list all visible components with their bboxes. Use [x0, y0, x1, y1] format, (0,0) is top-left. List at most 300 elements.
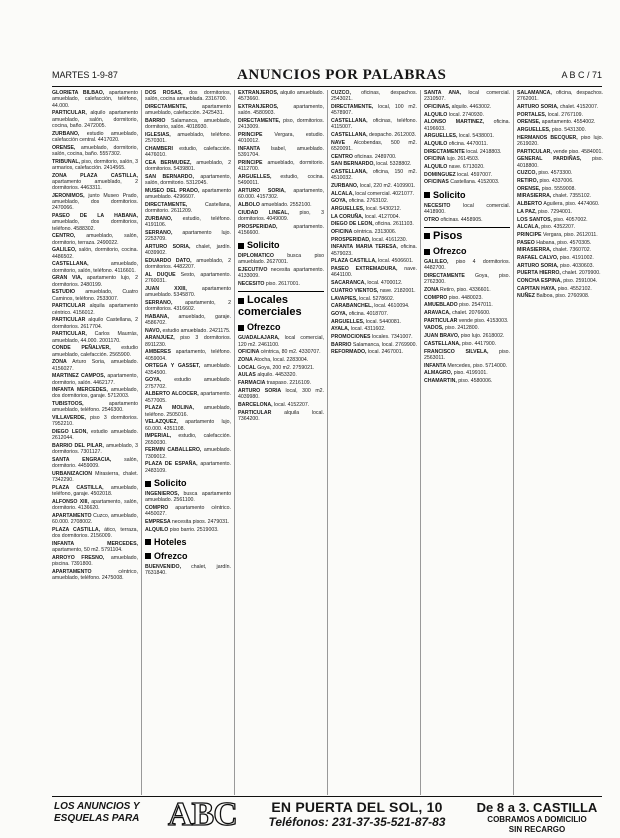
classified-ad — [331, 221, 417, 227]
ad-lead-word: CONCHA ESPINA, — [517, 278, 564, 285]
ad-body: oficinas. 4458905. — [440, 216, 483, 223]
ad-lead-word: CHAMARTIN, — [424, 377, 459, 384]
ad-body: local comercial, 120 m2. 2461100. — [238, 335, 324, 348]
ad-lead-word: PUERTA HIERRO, — [517, 270, 563, 277]
classified-ad — [145, 328, 231, 334]
ad-lead-word: NAVE — [331, 139, 354, 146]
ad-lead-word: JERONIMOS, — [52, 192, 89, 199]
ad-lead-word: TUBISTOOS, — [52, 401, 109, 408]
ad-body: apartamento, dormitorio, salón. 4462177. — [52, 373, 138, 386]
ad-lead-word: CASTELLANA, — [331, 131, 370, 138]
ad-body: Habana, piso. 4570305. — [536, 239, 592, 246]
ad-body: céntrico, amueblado, teléfono. 2475008. — [52, 568, 138, 582]
classified-ad — [145, 258, 231, 271]
ad-body: dos dormitorios, salón, cocina amueblada. 2316700. — [145, 90, 231, 103]
section-heading-text: Solicito — [154, 477, 187, 488]
classified-ad — [517, 135, 603, 148]
ad-body: necesita pisos. 2479031. — [171, 518, 230, 525]
footer-right-line3: SIN RECARGO — [508, 825, 566, 834]
ad-body: necesita apartamento. 4133009. — [238, 267, 324, 280]
ad-lead-word: FRANCISCO SILVELA, — [424, 348, 500, 355]
ad-body: estudio amueblado. 2757702. — [145, 377, 231, 390]
ad-body: piso. 5431300. — [551, 127, 586, 134]
classified-ad — [145, 377, 231, 390]
ad-lead-word: ALCALA, — [331, 190, 356, 197]
ad-lead-word: PARTICULAR — [238, 409, 285, 416]
ad-body: chalet. 7360702. — [552, 247, 592, 254]
ad-body: estudio, calefacción. 2650030. — [145, 433, 231, 446]
ad-lead-word: RETIRO, — [517, 178, 540, 185]
ad-body: oficina. 4470011. — [448, 141, 488, 148]
ad-lead-word: LOS SANTOS, — [517, 216, 554, 223]
classified-ad — [517, 119, 603, 125]
ad-lead-word: NECESITO — [238, 281, 266, 288]
classified-ad — [145, 90, 231, 103]
classified-ad — [517, 240, 603, 246]
ad-body: chalet, jardín. 4039902. — [145, 243, 231, 257]
ad-lead-word: ORENSE, — [517, 185, 542, 192]
ad-body: local comercial. 4021077. — [355, 190, 415, 197]
classified-ad — [331, 326, 417, 332]
classified-ad — [52, 471, 138, 484]
ad-column — [238, 90, 324, 795]
classified-ad — [331, 206, 417, 212]
ad-body: amueblado, dormitorio. 4112700. — [238, 159, 324, 173]
ad-lead-word: DIRECTAMENTE — [424, 273, 476, 280]
ad-body: local. 2467001. — [367, 349, 404, 356]
classified-ad — [517, 104, 603, 110]
ad-body: chalet. 2076600. — [452, 310, 491, 317]
ad-body: local. 2740930. — [448, 111, 484, 118]
ad-body: piso. 7294001. — [538, 208, 573, 215]
classified-ad — [331, 288, 417, 294]
classified-ad — [238, 402, 324, 408]
ad-body: amueblado, teléfono. 2570301. — [145, 131, 231, 145]
ad-body: amueblado, dormitorio, salón, teléfono. 4116601. — [52, 261, 138, 274]
ad-lead-word: TRIBUNAL, — [52, 158, 82, 165]
section-heading — [238, 240, 324, 250]
ad-lead-word: INFANTA — [238, 145, 271, 152]
classified-ad — [424, 287, 510, 293]
ad-lead-word: GOYA, — [145, 377, 175, 384]
ad-body: alquila local. 7364200. — [238, 409, 324, 422]
ad-lead-word: OFICINAS — [424, 179, 451, 186]
ad-lead-word: ALBERTO — [517, 201, 544, 208]
ad-lead-word: ARROYO FRESNO, — [52, 555, 111, 561]
ad-body: local. 4311602. — [350, 326, 386, 333]
footer-right-text — [472, 800, 602, 835]
ad-lead-word: OFICINAS, — [424, 103, 452, 110]
classified-ad — [331, 154, 417, 160]
classified-ad — [238, 104, 324, 117]
classified-ad — [52, 345, 138, 358]
ad-lead-word: URBANIZACION — [52, 471, 96, 478]
ad-lead-word: DIRECTAMENTE, — [238, 117, 284, 124]
ad-lead-word: INFANTA MERCEDES, — [52, 387, 111, 394]
ad-lead-word: HABANA, — [145, 313, 179, 320]
ad-lead-word: EXTRANJEROS, — [238, 90, 281, 96]
classified-ad — [52, 261, 138, 274]
classified-ad — [331, 349, 417, 355]
ad-body: Castellana. 4152003. — [450, 179, 500, 186]
ad-body: local comercial. 4418900. — [424, 202, 510, 216]
ad-body: alquilo. 4463002. — [451, 103, 492, 110]
column-divider — [420, 90, 421, 795]
ad-lead-word: CASTELLANA, — [52, 261, 111, 268]
ad-lead-word: BARRIO DEL PILAR, — [52, 443, 106, 450]
classified-ad — [52, 289, 138, 302]
classified-ad — [517, 127, 603, 133]
classified-ad — [145, 118, 231, 131]
ad-column — [145, 90, 231, 795]
ad-body: amueblado, 3 dormitorios. 7301127. — [52, 443, 138, 456]
ad-lead-word: BUENVENIDO, — [145, 563, 192, 570]
footer-address — [252, 800, 462, 829]
ad-lead-word: INGENIEROS, — [145, 490, 184, 497]
ad-body: amueblado, 2 dormitorios. 5439801. — [145, 159, 231, 173]
classified-ad — [331, 244, 417, 257]
ad-body: amueblado. 4354500. — [145, 363, 231, 376]
classified-ad — [424, 90, 510, 103]
ad-body: apartamento. 4554002. — [541, 119, 596, 126]
ad-column — [424, 90, 510, 795]
bullet-square-icon — [238, 325, 244, 331]
classified-ad — [517, 293, 603, 299]
ad-body: lujo. 2614503. — [446, 156, 480, 163]
ad-lead-word: HERMANOS BECQUER, — [517, 134, 581, 141]
ad-lead-word: FARMACIA — [238, 380, 267, 387]
ad-lead-word: JUAN XXIII, — [145, 285, 202, 292]
classified-ad — [52, 429, 138, 442]
ad-body: local. 5278602. — [359, 295, 395, 302]
bullet-square-icon — [424, 249, 430, 255]
classified-ad — [145, 216, 231, 229]
ad-body: piso. 4580006. — [458, 377, 493, 384]
ad-body: Retiro, piso. 4336601. — [439, 287, 491, 294]
ad-lead-word: FERMIN CABALLERO, — [145, 447, 204, 454]
classified-ad — [52, 90, 138, 109]
ad-body: locales. 7341007. — [371, 333, 413, 340]
classified-ad — [52, 331, 138, 344]
classified-ad — [331, 237, 417, 243]
ad-lead-word: PLAZA MOLINA, — [145, 405, 204, 412]
classified-columns — [52, 90, 602, 795]
ad-lead-word: AMBERES — [145, 349, 176, 356]
ad-body: amueblado, 2 dormitorios. 4482207. — [145, 257, 231, 271]
ad-body: estudio amueblado, calefacción. 2565900. — [52, 345, 138, 358]
ad-lead-word: IMPERIAL, — [145, 433, 179, 440]
classified-ad — [424, 370, 510, 376]
ad-body: alquilo Castellana, 2 dormitorios. 2617704. — [52, 317, 138, 330]
ad-body: piso. 2617001. — [265, 281, 300, 288]
ad-lead-word: CASTELLANA, — [331, 169, 373, 175]
ad-lead-word: ZURBANO, — [145, 215, 183, 222]
ad-lead-word: DIEGO DE LEON, — [331, 221, 376, 228]
classified-ad — [52, 193, 138, 212]
ad-lead-word: SERRANO, — [145, 229, 183, 236]
classified-ad — [238, 380, 324, 386]
ad-body: apartamento amueblado, calefacción, teléfono, 44.000. — [52, 90, 138, 109]
ad-lead-word: INFANTA MARIA TERESA, — [331, 244, 401, 251]
ad-lead-word: CHAMBERI — [145, 145, 180, 152]
ad-lead-word: NECESITO — [424, 202, 464, 209]
section-heading — [145, 537, 231, 547]
ad-body: apartamento, salón, dormitorio. 5312045. — [145, 173, 231, 187]
ad-lead-word: GENERAL PARDIÑAS, — [517, 156, 593, 163]
ad-lead-word: LAVAPIES, — [331, 295, 360, 302]
ad-lead-word: PLAZA DE ESPAÑA, — [145, 461, 201, 468]
ad-lead-word: CONDE PEÑALVER, — [52, 345, 122, 352]
classified-ad — [424, 333, 510, 339]
ad-lead-word: LA CORUÑA, — [331, 213, 365, 220]
classified-ad — [331, 191, 417, 197]
ad-lead-word: PARTICULAR — [424, 317, 459, 324]
ad-body: piso, dormitorios. 2413009. — [238, 117, 324, 131]
ad-lead-word: SACARANCA, — [331, 280, 368, 287]
ad-body: Cuzco, amueblado, 60.000. 2708002. — [52, 513, 138, 526]
ad-lead-word: ARGUELLES, — [331, 318, 366, 325]
ad-body: chalet. 4152007. — [559, 103, 599, 110]
ad-lead-word: VILLAVERDE, — [52, 415, 91, 422]
ad-lead-word: EDUARDO DATO, — [145, 257, 197, 264]
ad-body: local comercial. 2310507. — [424, 90, 510, 103]
ad-lead-word: ARGUELLES, — [424, 133, 459, 140]
ad-lead-word: ALBERTO ALCOCER, — [145, 391, 201, 398]
ad-lead-word: ALQUILO — [145, 526, 170, 533]
classified-ad — [517, 170, 603, 176]
ad-lead-word: PARTICULAR, — [52, 110, 91, 117]
classified-ad — [517, 90, 603, 103]
ad-body: piso. 4199101. — [453, 370, 488, 377]
classified-ad — [424, 302, 510, 308]
classified-ad — [424, 217, 510, 223]
footer-right-line1: De 8 a 3. CASTILLA — [476, 800, 598, 815]
classified-ad — [331, 140, 417, 153]
classified-ad — [517, 217, 603, 223]
classified-ad — [52, 159, 138, 172]
ad-body: local, 100 m2. 4578907. — [331, 103, 417, 117]
classified-ad — [331, 198, 417, 204]
classified-ad — [52, 443, 138, 456]
ad-body: estudio amueblado, calefacción central. 4417020. — [52, 130, 138, 143]
ad-lead-word: PASEO DE LA HABANA, — [52, 213, 138, 220]
ad-body: céntrica. 2313006. — [353, 229, 397, 236]
classified-ad — [238, 146, 324, 159]
ad-lead-word: PROMOCIONES — [331, 333, 372, 340]
ad-lead-word: CIUDAD LINEAL, — [238, 209, 300, 216]
classified-ad — [331, 280, 417, 286]
ad-lead-word: ORENSE, — [52, 144, 81, 151]
column-divider — [327, 90, 328, 795]
ad-body: local. 4597007. — [457, 171, 493, 178]
ad-body: Mirasierra, chalet. 7342290. — [52, 471, 138, 484]
classified-ad — [331, 118, 417, 131]
ad-lead-word: CARABANCHEL, — [331, 303, 375, 310]
ad-body: Mercedes, piso. 5714000. — [447, 362, 508, 369]
ad-lead-word: GUADALAJARA, — [238, 335, 285, 342]
ad-body: chalet. 7355102. — [552, 193, 592, 200]
ad-body: Sesto, apartamento. 2760031. — [145, 271, 231, 285]
classified-ad — [517, 263, 603, 269]
classified-ad — [238, 90, 324, 103]
ad-lead-word: GLORIETA BILBAO, — [52, 90, 109, 96]
ad-body: piso. 4573300. — [538, 170, 573, 177]
ad-body: alquilo apartamento amueblado, salón, dormitorio, cocina, baño. 2472005. — [52, 110, 138, 129]
ad-body: apartamento. 4577005. — [145, 391, 231, 404]
abc-logo: ABC — [168, 796, 237, 833]
classified-ad — [331, 90, 417, 103]
section-heading — [238, 291, 324, 318]
ad-body: Arturo Soria, amueblado. 4156027. — [52, 359, 138, 372]
ad-lead-word: DIEGO LEON, — [52, 429, 91, 436]
ad-lead-word: ZURBANO, — [52, 130, 87, 137]
classified-ad — [145, 146, 231, 159]
ad-lead-word: ZONA — [238, 357, 254, 364]
ad-body: local, 300 m2. 4039980. — [238, 387, 324, 401]
section-heading-text: Locales comerciales — [238, 294, 302, 319]
ad-lead-word: GOYA, — [331, 310, 349, 317]
ad-lead-word: OFICINA — [331, 229, 354, 236]
ad-lead-word: SANTA ENGRACIA, — [52, 457, 125, 464]
ad-body: ático, terraza, dos dormitorios. 2156009. — [52, 527, 138, 540]
ad-body: Isabel, amueblado. 5391704. — [238, 145, 324, 159]
classified-ad — [238, 210, 324, 223]
ad-body: local. 2767109. — [547, 111, 583, 118]
ad-body: apartamento, teléfono. 4059004. — [145, 349, 231, 362]
ad-body: oficina. 2611103. — [375, 221, 414, 228]
classified-ad — [517, 255, 603, 261]
ad-body: oficina. 4018707. — [348, 310, 389, 317]
ad-body: amueblado, dos dormitorios, garaje. 5712003. — [52, 387, 138, 400]
ad-body: céntrica, 80 m2. 4330707. — [260, 349, 321, 356]
ad-lead-word: ORENSE, — [517, 119, 542, 126]
ad-body: apartamento, salón. 4580903. — [238, 103, 324, 117]
ad-body: Alcobendas, 500 m2. 6520091. — [331, 139, 417, 152]
classified-ad — [238, 132, 324, 145]
classified-ad — [145, 363, 231, 376]
ad-body: Castellana, dormitorio. 2611209. — [145, 201, 231, 215]
classified-ad — [424, 349, 510, 362]
ad-lead-word: MUSEO DEL PRADO, — [145, 187, 202, 194]
classified-ad — [424, 295, 510, 301]
ad-body: Atocha, local. 2283004. — [253, 357, 309, 364]
ad-lead-word: CASTELLANA, — [331, 117, 373, 124]
ad-body: amueblado, teléfono. 2505016. — [145, 405, 231, 418]
classified-ad — [52, 317, 138, 330]
classified-ad — [145, 104, 231, 117]
classified-ad — [517, 224, 603, 230]
ad-lead-word: EMPRESA — [145, 518, 172, 525]
ad-lead-word: DIRECTAMENTE, — [145, 103, 202, 110]
ad-body: amueblado, Cuatro Caminos, teléfono. 2533007. — [52, 289, 138, 302]
ad-lead-word: AYALA, — [331, 326, 351, 333]
ad-body: salón, dormitorio, cocina. 4486502. — [52, 247, 138, 260]
classified-ad — [238, 160, 324, 173]
classified-ad — [145, 286, 231, 299]
section-heading — [238, 322, 324, 332]
classified-ad — [331, 319, 417, 325]
classified-ad — [331, 104, 417, 117]
ad-lead-word: GRAN VIA, — [52, 275, 87, 282]
ad-lead-word: ARTURO SORIA, — [145, 243, 196, 250]
ad-lead-word: ALMAGRO, — [424, 370, 454, 377]
ad-body: piso. 5559008. — [541, 185, 576, 192]
ad-lead-word: AULAS — [238, 372, 258, 379]
ad-lead-word: SALAMANCA, — [517, 90, 556, 96]
section-heading-text: Hoteles — [154, 536, 187, 547]
ad-lead-word: REFORMADO, — [331, 349, 368, 356]
ad-body: amueblado, garaje. 4586702. — [145, 313, 231, 327]
ad-body: Vergara, estudio. 4010012. — [238, 131, 324, 145]
classified-ad — [52, 373, 138, 386]
classified-ad — [145, 564, 231, 577]
section-heading-text: Ofrezco — [433, 246, 467, 257]
column-divider — [141, 90, 142, 795]
ad-body: piso. 4018800. — [517, 156, 603, 169]
ad-lead-word: ZONA — [424, 287, 440, 294]
classified-ad — [424, 133, 510, 139]
classified-ad — [331, 183, 417, 189]
classified-ad — [145, 188, 231, 201]
ad-body: amueblado. 7309012. — [145, 447, 231, 460]
ad-body: local. 5430212. — [365, 206, 402, 213]
ad-body: amueblado, dormitorio, salón, cocina, baño. 5557302. — [52, 144, 138, 157]
ad-body: amueblado, salón, dormitorio, terraza. 2490022. — [52, 233, 138, 246]
classified-ad — [517, 286, 603, 292]
ad-lead-word: ARGUELLES, — [517, 127, 552, 134]
classified-ad — [517, 178, 603, 184]
ad-body: alquila apartamento céntrico. 4156012. — [52, 303, 138, 316]
ad-body: piso. 4057002. — [553, 216, 588, 223]
classified-ad — [238, 410, 324, 423]
ad-body: Salamanca, amueblado, dormitorio, salón. 4018930. — [145, 117, 231, 131]
ad-body: Vergara, piso. 2612011. — [542, 231, 598, 238]
classified-ad — [424, 259, 510, 272]
ad-body: chalet, jardín. 7631840. — [145, 563, 231, 577]
ad-lead-word: BARRIO — [145, 117, 171, 124]
ad-lead-word: ARTURO SORIA, — [517, 103, 560, 110]
classified-ad — [424, 104, 510, 110]
ad-body: traspaso. 2216109. — [266, 380, 312, 387]
classified-ad — [238, 349, 324, 355]
classified-ad — [517, 278, 603, 284]
ad-body: chalet. 2079900. — [562, 270, 601, 277]
bullet-square-icon — [145, 481, 151, 487]
ad-lead-word: ALQUILO — [424, 111, 449, 118]
ad-body: piso. 2591004. — [563, 278, 598, 285]
ad-body: piso 3 dormitorios. 8911230. — [145, 335, 231, 348]
ad-body: nave. 2182001. — [379, 287, 416, 294]
ad-body: apartamento. 2483109. — [145, 461, 231, 474]
classified-ad — [424, 378, 510, 384]
classified-ad — [517, 156, 603, 169]
section-heading — [424, 227, 510, 242]
classified-ad — [331, 311, 417, 317]
classified-ad — [331, 132, 417, 138]
ad-body: nave. 6713020. — [448, 164, 485, 171]
ad-lead-word: PROSPERIDAD, — [331, 236, 372, 243]
classified-ad — [52, 359, 138, 372]
ad-body: oficina. 2763102. — [348, 198, 389, 205]
classified-ad — [238, 357, 324, 363]
ad-lead-word: PARTICULAR — [52, 317, 89, 324]
classified-ad — [145, 230, 231, 243]
ad-lead-word: NAVO, — [145, 327, 163, 334]
ad-lead-word: AMUEBLADO — [424, 302, 460, 309]
ad-lead-word: ALQUILO — [424, 164, 449, 171]
classified-ad — [424, 203, 510, 216]
ad-body: apartamento amueblado, 2 dormitorios. 4463311. — [52, 178, 138, 192]
